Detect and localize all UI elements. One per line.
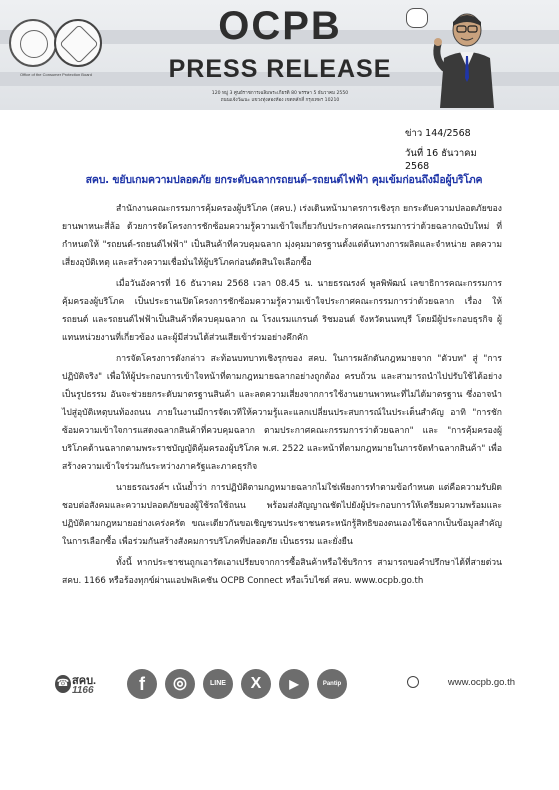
youtube-icon[interactable]: ▶ [279, 669, 309, 699]
headline: สคบ. ขยับเกมความปลอดภัย ยกระดับฉลากรถยนต์–รถยนต์ไฟฟ้า คุมเข้มก่อนถึงมือผู้บริโภค [85, 174, 483, 186]
hotline-number: 1166 [72, 685, 94, 696]
website-link[interactable]: www.ocpb.go.th [447, 677, 515, 688]
press-release-title: PRESS RELEASE [168, 55, 392, 83]
press-release-date: วันที่ 16 ธันวาคม 2568 [405, 148, 477, 172]
paragraph: สำนักงานคณะกรรมการคุ้มครองผู้บริโภค (สคบ.) เร่งเดินหน้ามาตรการเชิงรุก ยกระดับความปลอดภัยของยานพาหนะสี่ล้อ ด้วยการจัดโครงการชักซ้อมความรู้ความเข้าใจเกี่ยวกับประกาศคณะกรรมการว่าด้วยฉลากฉบับใหม่ ที่กำหนดให้ "รถยนต์-รถยนต์ไฟฟ้า" เป็นสินค้าที่ควบคุมฉลาก มุ่งคุมมาตรฐานตั้งแต่ต้นทางการผลิตและจำหน่าย ลดความเสี่ยงอุบัติเหตุ และสร้างความเชื่อมั่นให้ผู้บริโภคก่อนตัดสินใจเลือกซื้อ [62, 204, 502, 268]
article-body [62, 200, 502, 593]
ocpb-seal-icon [54, 19, 102, 67]
facebook-icon[interactable]: f [127, 669, 157, 699]
instagram-icon[interactable]: ◎ [165, 669, 195, 699]
address-line-1: 120 หมู่ 3 ศูนย์ราชการเฉลิมพระเกียรติ 80 พรรษา 5 ธันวาคม 2550 [211, 91, 349, 96]
office-address [135, 90, 425, 104]
paragraph: ทั้งนี้ หากประชาชนถูกเอารัดเอาเปรียบจากการซื้อสินค้าหรือใช้บริการ สามารถขอคำปรึกษาได้ที่สายด่วน สคบ. 1166 หรือร้องทุกข์ผ่านแอปพลิเคชัน OCPB Connect หรือเว็บไซต์ สคบ. www.ocpb.go.th [62, 558, 502, 586]
brand-title: OCPB [218, 4, 342, 48]
government-seal-icon [9, 19, 57, 67]
phone-icon: ☎ [55, 675, 71, 693]
hotline-badge[interactable] [55, 671, 117, 699]
globe-icon [407, 676, 419, 688]
press-release-banner [0, 0, 559, 110]
paragraph: นายธรณรงค์ฯ เน้นย้ำว่า การปฏิบัติตามกฎหมายฉลากไม่ใช่เพียงการทำตามข้อกำหนด แต่คือความรับผิดชอบต่อสังคมและความปลอดภัยของผู้ใช้รถใช้ถนน พร้อมส่งสัญญาณชัดไปยังผู้ประกอบการให้เตรียมความพร้อมและปฏิบัติตามกฎหมายอย่างเคร่งครัด ขณะเดียวกันขอเชิญชวนประชาชนตระหนักรู้สิทธิของตนเองใช้ฉลากเป็นข้อมูลสำคัญในการเลือกซื้อ เพื่อร่วมกันสร้างสังคมการบริโภคที่ปลอดภัย เป็นธรรม และยั่งยืน [62, 483, 502, 547]
line-icon[interactable]: LINE [203, 669, 233, 699]
hotline-name: สคบ. [72, 675, 97, 687]
mascot-illustration [430, 8, 504, 108]
address-line-2: ถนนแจ้งวัฒนะ แขวงทุ่งสองห้อง เขตหลักสี่ กรุงเทพฯ 10210 [220, 98, 340, 103]
x-icon[interactable]: X [241, 669, 271, 699]
contact-footer [55, 665, 515, 705]
pantip-icon[interactable]: Pantip [317, 669, 347, 699]
paragraph: เมื่อวันอังคารที่ 16 ธันวาคม 2568 เวลา 08.45 น. นายธรณรงค์ พูลพิพัฒน์ เลขาธิการคณะกรรมการคุ้มครองผู้บริโภค เป็นประธานเปิดโครงการชักซ้อมความรู้ความเข้าใจประกาศคณะกรรมการว่าด้วยฉลาก เรื่อง ให้รถยนต์ และรถยนต์ไฟฟ้าเป็นสินค้าที่ควบคุมฉลาก ณ โรงแรมแกรนด์ ริชมอนด์ จังหวัดนนทบุรี โดยมีผู้ประกอบธุรกิจ ผู้แทนหน่วยงานที่เกี่ยวข้อง และผู้มีส่วนได้ส่วนเสียเข้าร่วมอย่างคึกคัก [62, 279, 502, 343]
paragraph: การจัดโครงการดังกล่าว สะท้อนบทบาทเชิงรุกของ สคบ. ในการผลักดันกฎหมายจาก "ตัวบท" สู่ "การปฏิบัติจริง" เพื่อให้ผู้ประกอบการเข้าใจหน้าที่ตามกฎหมายฉลากอย่างถูกต้อง ครบถ้วน และสามารถนำไปปรับใช้ได้อย่างเป็นรูปธรรม อันจะช่วยยกระดับมาตรฐานสินค้า และลดความเสี่ยงจากการใช้งานยานพาหนะที่ไม่ได้มาตรฐาน ซึ่งอาจนำไปสู่อุบัติเหตุบนท้องถนน ภายในงานมีการจัดเวทีให้ความรู้และแลกเปลี่ยนประสบการณ์ในประเด็นสำคัญ อาทิ "การชักซ้อมความเข้าใจการแสดงฉลากสินค้าที่ควบคุมฉลาก ตามประกาศคณะกรรมการว่าด้วยฉลาก" และ "การคุ้มครองผู้บริโภคด้านฉลากตามพระราชบัญญัติคุ้มครองผู้บริโภค พ.ศ. 2522 และหน้าที่ตามกฎหมายในการจัดทำฉลากสินค้า" เพื่อสร้างความเข้าใจร่วมกันระหว่างภาครัฐและภาคธุรกิจ [62, 354, 502, 472]
speech-bubble-icon [406, 8, 428, 28]
press-release-number: ข่าว 144/2568 [405, 128, 471, 139]
seal-caption: Office of the Consumer Protection Board [20, 72, 92, 77]
